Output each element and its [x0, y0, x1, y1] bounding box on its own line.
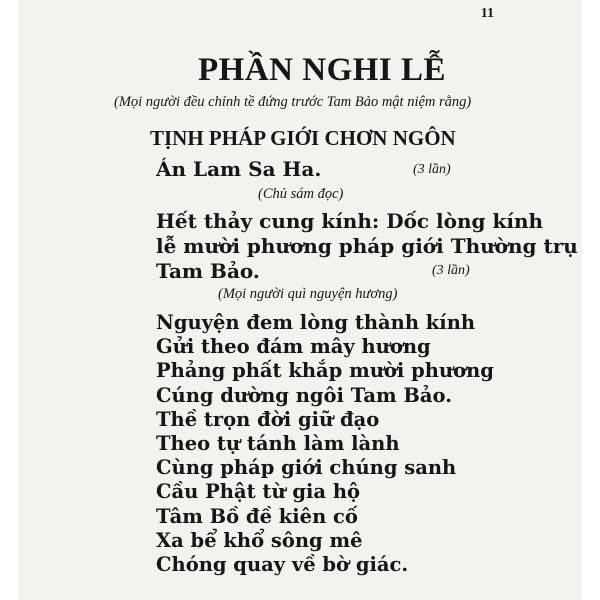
page-title: PHẦN NGHI LỄ — [198, 52, 447, 88]
verse-line: Chóng quay về bờ giác. — [156, 552, 409, 576]
verse-line: Theo tự tánh làm lành — [156, 431, 400, 455]
verse-line: Thề trọn đời giữ đạo — [156, 407, 380, 431]
verse-line: Cầu Phật từ gia hộ — [156, 480, 361, 504]
homage-count: (3 lần) — [432, 263, 470, 278]
homage-line: lễ mười phương pháp giới Thường trụ — [156, 234, 578, 258]
verse-line: Cùng pháp giới chúng sanh — [156, 456, 457, 480]
homage-line: Hết thảy cung kính: Dốc lòng kính — [156, 209, 544, 233]
verse-line: Phảng phất khắp mười phương — [156, 359, 494, 383]
verse-line: Cúng dường ngôi Tam Bảo. — [156, 383, 453, 407]
homage-line: Tam Bảo. — [156, 259, 260, 283]
page-number: 11 — [480, 6, 494, 21]
mantra-count: (3 lần) — [413, 162, 451, 177]
mantra-text: Án Lam Sa Ha. — [156, 157, 322, 181]
verse-line: Nguyện đem lòng thành kính — [156, 311, 476, 334]
verse-line: Tâm Bồ đề kiên cố — [156, 504, 358, 528]
book-page — [18, 0, 582, 600]
mantra-heading: TỊNH PHÁP GIỚI CHƠN NGÔN — [150, 126, 456, 150]
verse-line: Gửi theo đám mây hương — [156, 335, 431, 359]
verse-line: Xa bể khổ sông mê — [156, 528, 363, 552]
subtitle-instruction: (Mọi người đều chỉnh tề đứng trước Tam Bảo mật niệm rằng) — [114, 94, 472, 110]
kneel-note: (Mọi người quì nguyện hương) — [218, 286, 398, 302]
verse-list — [156, 311, 494, 577]
leader-note: (Chủ sám đọc) — [258, 186, 344, 202]
